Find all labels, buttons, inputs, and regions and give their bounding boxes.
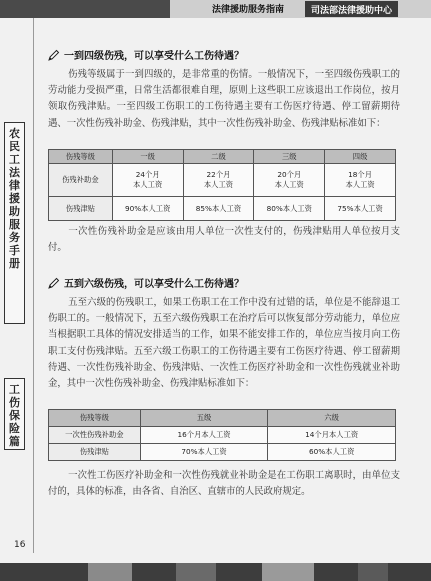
footer-band <box>358 563 388 581</box>
table-header-cell: 六级 <box>268 410 396 427</box>
page-header <box>0 0 431 18</box>
table-row-label: 伤残津贴 <box>49 197 113 221</box>
side-tab-char: 法 <box>9 166 20 179</box>
question-text-2: 五到六级伤残，可以享受什么工伤待遇？ <box>64 279 244 290</box>
question-heading-2 <box>48 275 244 289</box>
table-cell: 60%本人工资 <box>268 444 396 461</box>
table-cell-line: 85%本人工资 <box>195 203 242 213</box>
side-tab-char: 服 <box>9 218 20 231</box>
disability-table-grades-5-6 <box>48 409 396 461</box>
table-cell-line: 本人工资 <box>274 180 304 189</box>
table-row <box>49 197 396 221</box>
paragraph-1b: 一次性伤残补助金是应该由用人单位一次性支付的，伤残津贴用人单位按月支付。 <box>48 226 400 254</box>
paragraph-2a: 五至六级的伤残职工，如果工伤职工在工作中没有过错的话，单位是不能辞退工伤职工的。一般情况下，五至六级伤残职工在治疗后可以恢复部分劳动能力，单位应当根据职工具体的情况安排适当的工作，如果不能安排工作的，单位应当按月向工伤职工支付伤残津贴。五至六级工伤职工的工伤待遇主要有工伤医疗待遇、停工留薪期待遇、一次性伤残补助金、伤残津贴、一次性工伤医疗补助金和一次性伤残就业补助金，其中一次性伤残补助金、伤残津贴标准如下： <box>48 297 400 390</box>
header-center-name: 司法部法律援助中心 <box>305 1 398 17</box>
table-cell <box>325 164 396 197</box>
side-tab-char: 册 <box>9 257 20 270</box>
footer-band <box>88 563 132 581</box>
table-cell: 16个月本人工资 <box>140 427 268 444</box>
table-row <box>49 444 396 461</box>
table-header-cell: 三级 <box>254 150 325 164</box>
side-tab-char: 助 <box>9 205 20 218</box>
table-row <box>49 164 396 197</box>
table-cell-line: 本人工资 <box>203 180 234 189</box>
table-cell <box>112 164 183 197</box>
side-tab-char: 务 <box>9 231 20 244</box>
table-cell <box>325 197 396 221</box>
side-tab-char: 农 <box>9 127 20 140</box>
header-dark-band <box>0 0 170 18</box>
table-header-cell: 伤残等级 <box>49 150 113 164</box>
margin-rule <box>33 18 34 553</box>
side-tab-char: 保 <box>9 409 20 422</box>
page-footer-bar <box>0 563 431 581</box>
table-header-cell: 五级 <box>140 410 268 427</box>
table-cell <box>254 197 325 221</box>
question-heading-1 <box>48 47 244 61</box>
side-tab-char: 工 <box>9 153 20 166</box>
pencil-icon <box>48 49 60 61</box>
table-row-label: 伤残津贴 <box>49 444 141 461</box>
table-row-label: 一次性伤残补助金 <box>49 427 141 444</box>
table-cell-line: 18个月 <box>348 170 373 179</box>
table-cell <box>183 164 254 197</box>
table-cell-line: 80%本人工资 <box>266 203 312 213</box>
side-tab-section <box>4 378 25 450</box>
table-cell: 70%本人工资 <box>140 444 268 461</box>
paragraph-1a: 伤残等级属于一到四级的，是非常重的伤情。一般情况下，一至四级伤残职工的劳动能力受损严重，日常生活都很难自理，原则上这些职工应该退出工作岗位，按月领取伤残津贴。一至四级工伤职工的工伤待遇主要有工伤医疗待遇、停工留薪期待遇、一次性伤残补助金、伤残津贴，其中一次性伤残补助金、伤残津贴标准如下： <box>48 69 400 129</box>
table-header-cell: 一级 <box>112 150 183 164</box>
table-cell-line: 90%本人工资 <box>124 203 171 213</box>
side-tab-char: 民 <box>9 140 20 153</box>
side-tab-char: 险 <box>9 422 20 435</box>
page-number: 16 <box>14 540 26 550</box>
side-tab-char: 援 <box>9 192 20 205</box>
table-row-label: 伤残补助金 <box>49 164 113 197</box>
table-cell: 14个月本人工资 <box>268 427 396 444</box>
header-guide-title: 法律援助服务指南 <box>212 5 285 15</box>
side-tab-char: 篇 <box>9 435 20 448</box>
table-cell-line: 20个月 <box>277 170 302 179</box>
footer-band <box>176 563 216 581</box>
table-header-cell: 伤残等级 <box>49 410 141 427</box>
pencil-icon <box>48 277 60 289</box>
table-header-cell: 四级 <box>325 150 396 164</box>
side-tab-char: 工 <box>9 383 20 396</box>
table-header-row <box>49 410 396 427</box>
table-cell-line: 75%本人工资 <box>337 203 383 213</box>
table-cell-line: 本人工资 <box>133 180 163 189</box>
table-header-cell: 二级 <box>183 150 254 164</box>
table-row <box>49 427 396 444</box>
side-tab-char: 手 <box>9 244 20 257</box>
side-tab-book-title <box>4 122 25 324</box>
disability-table-grades-1-4 <box>48 149 396 221</box>
side-tab-char: 伤 <box>9 396 20 409</box>
question-text-1: 一到四级伤残，可以享受什么工伤待遇？ <box>64 51 244 62</box>
table-cell-line: 22个月 <box>206 170 231 179</box>
paragraph-2b: 一次性工伤医疗补助金和一次性伤残就业补助金是在工伤职工离职时，由单位支付的，具体的标准，由各省、自治区、直辖市的人民政府规定。 <box>48 470 400 498</box>
table-cell <box>254 164 325 197</box>
table-cell-line: 本人工资 <box>345 180 375 189</box>
table-cell <box>112 197 183 221</box>
table-cell-line: 24个月 <box>135 170 160 179</box>
table-cell <box>183 197 254 221</box>
table-header-row <box>49 150 396 164</box>
side-tab-char: 律 <box>9 179 20 192</box>
footer-band <box>262 563 314 581</box>
